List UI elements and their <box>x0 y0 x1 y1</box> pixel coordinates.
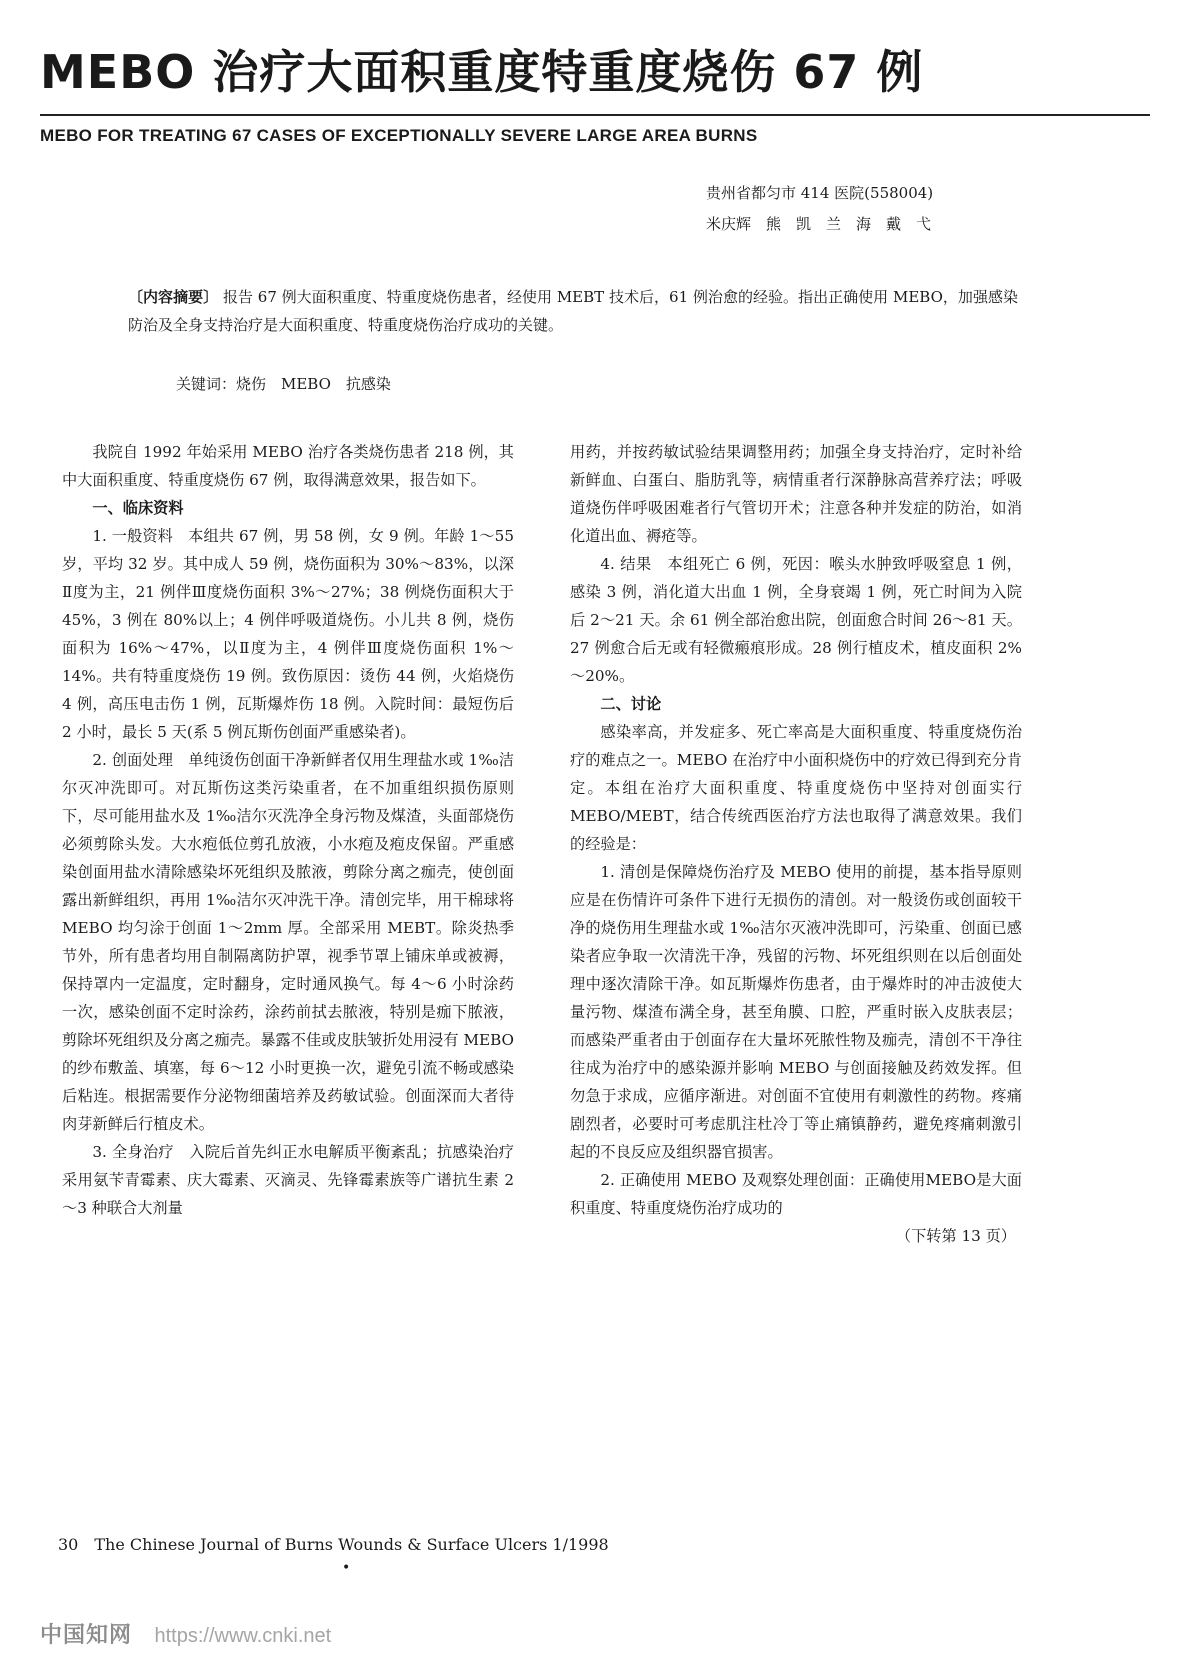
cnki-watermark <box>40 1618 331 1649</box>
abstract <box>128 284 1018 339</box>
paragraph-correct-use: 2. 正确使用 MEBO 及观察处理创面：正确使用MEBO是大面积重度、特重度烧伤治疗成功的 <box>570 1171 1022 1217</box>
continued-note: （下转第 13 页） <box>895 1227 1016 1245</box>
page-title: MEBO 治疗大面积重度特重度烧伤 67 例 <box>40 45 924 99</box>
intro-paragraph: 我院自 1992 年始采用 MEBO 治疗各类烧伤患者 218 例，其中大面积重度、特重度烧伤 67 例，取得满意效果，报告如下。 <box>62 443 514 489</box>
paragraph-results: 4. 结果 本组死亡 6 例，死因：喉头水肿致呼吸窒息 1 例，感染 3 例，消化道大出血 1 例，全身衰竭 1 例，死亡时间为入院后 2～21 天。余 61 例全部治愈出院，创面愈合时间 26～81 天。27 例愈合后无或有轻微瘢痕形成。28 例行植皮术，植皮面积 2%～20%。 <box>570 555 1022 685</box>
body-column-left <box>62 438 514 1222</box>
title-rule <box>40 114 1150 116</box>
institution: 贵州省都匀市 414 医院(558004) <box>706 184 934 202</box>
paragraph-systemic-treatment: 3. 全身治疗 入院后首先纠正水电解质平衡紊乱；抗感染治疗采用氨苄青霉素、庆大霉素、灭滴灵、先锋霉素族等广谱抗生素 2～3 种联合大剂量 <box>62 1143 514 1217</box>
page-footer: 30 The Chinese Journal of Burns Wounds & Surface Ulcers 1/1998 <box>58 1535 609 1554</box>
paragraph-wound-treatment: 2. 创面处理 单纯烫伤创面干净新鲜者仅用生理盐水或 1‰洁尔灭冲洗即可。对瓦斯伤这类污染重者，在不加重组织损伤原则下，尽可能用盐水及 1‰洁尔灭洗净全身污物及煤渣，头面部烧伤必须剪除头发。大水疱低位剪孔放液，小水疱及疱皮保留。严重感染创面用盐水清除感染坏死组织及脓液，剪除分离之痂壳，使创面露出新鲜组织，再用 1‰洁尔灭冲洗干净。清创完毕，用干棉球将 MEBO 均匀涂于创面 1～2mm 厚。全部采用 MEBT。除炎热季节外，所有患者均用自制隔离防护罩，视季节罩上铺床单或被褥，保持罩内一定温度，定时翻身，定时通风换气。每 4～6 小时涂药一次，感染创面不定时涂药，涂药前拭去脓液，特别是痂下脓液，剪除坏死组织及分离之痂壳。暴露不佳或皮肤皱折处用浸有 MEBO 的纱布敷盖、填塞，每 6～12 小时更换一次，避免引流不畅或感染后粘连。根据需要作分泌物细菌培养及药敏试验。创面深而大者待肉芽新鲜后行植皮术。 <box>62 751 514 1133</box>
paragraph-general-data: 1. 一般资料 本组共 67 例，男 58 例，女 9 例。年龄 1～55 岁，平均 32 岁。其中成人 59 例，烧伤面积为 30%～83%，以深Ⅱ度为主，21 例伴Ⅲ度烧伤面积 3%～27%；38 例烧伤面积大于 45%，3 例在 80%以上；4 例伴呼吸道烧伤。小儿共 8 例，烧伤面积为 16%～47%，以Ⅱ度为主，4 例伴Ⅲ度烧伤面积 1%～14%。共有特重度烧伤 19 例。致伤原因：烫伤 44 例，火焰烧伤 4 例，高压电击伤 1 例，瓦斯爆炸伤 18 例。入院时间：最短伤后 2 小时，最长 5 天(系 5 例瓦斯伤创面严重感染者)。 <box>62 527 514 741</box>
abstract-text: 报告 67 例大面积重度、特重度烧伤患者，经使用 MEBT 技术后，61 例治愈的经验。指出正确使用 MEBO，加强感染防治及全身支持治疗是大面积重度、特重度烧伤治疗成功的关键。 <box>128 288 1018 334</box>
body-column-right <box>570 438 1022 1250</box>
paragraph-discussion-intro: 感染率高，并发症多、死亡率高是大面积重度、特重度烧伤治疗的难点之一。MEBO 在治疗中小面积烧伤中的疗效已得到充分肯定。本组在治疗大面积重度、特重度烧伤中坚持对创面实行 MEBO/MEBT，结合传统西医治疗方法也取得了满意效果。我们的经验是： <box>570 723 1022 853</box>
abstract-label: 〔内容摘要〕 <box>128 288 219 306</box>
paragraph-debridement: 1. 清创是保障烧伤治疗及 MEBO 使用的前提，基本指导原则应是在伤情许可条件下进行无损伤的清创。对一般烫伤或创面较干净的烧伤用生理盐水或 1‰洁尔灭液冲洗即可，污染重、创面已感染者应争取一次清洗干净，残留的污物、坏死组织则在以后创面处理中逐次清除干净。如瓦斯爆炸伤患者，由于爆炸时的冲击波使大量污物、煤渣布满全身，甚至角膜、口腔，严重时嵌入皮肤表层；而感染严重者由于创面存在大量坏死脓性物及痂壳，清创不干净往往成为治疗中的感染源并影响 MEBO 与创面接触及药效发挥。但勿急于求成，应循序渐进。对创面不宜使用有刺激性的药物。疼痛剧烈者，必要时可考虑肌注杜冷丁等止痛镇静药，避免疼痛刺激引起的不良反应及组织器官损害。 <box>570 863 1022 1161</box>
english-subtitle: MEBO FOR TREATING 67 CASES OF EXCEPTIONALLY SEVERE LARGE AREA BURNS <box>40 126 758 145</box>
watermark-brand: 中国知网 <box>40 1622 133 1647</box>
watermark-url: https://www.cnki.net <box>154 1625 332 1647</box>
paragraph-systemic-continued: 用药，并按药敏试验结果调整用药；加强全身支持治疗，定时补给新鲜血、白蛋白、脂肪乳等，病情重者行深静脉高营养疗法；呼吸道烧伤伴呼吸困难者行气管切开术；注意各种并发症的防治，如消化道出血、褥疮等。 <box>570 443 1022 545</box>
affiliation-block <box>706 178 1126 240</box>
section-heading-discussion: 二、讨论 <box>600 695 662 713</box>
authors: 米庆辉 熊 凯 兰 海 戴 弋 <box>706 215 932 233</box>
footer-dot: • <box>342 1560 351 1576</box>
keywords: 关键词：烧伤 MEBO 抗感染 <box>176 375 391 393</box>
section-heading-clinical: 一、临床资料 <box>92 499 184 517</box>
